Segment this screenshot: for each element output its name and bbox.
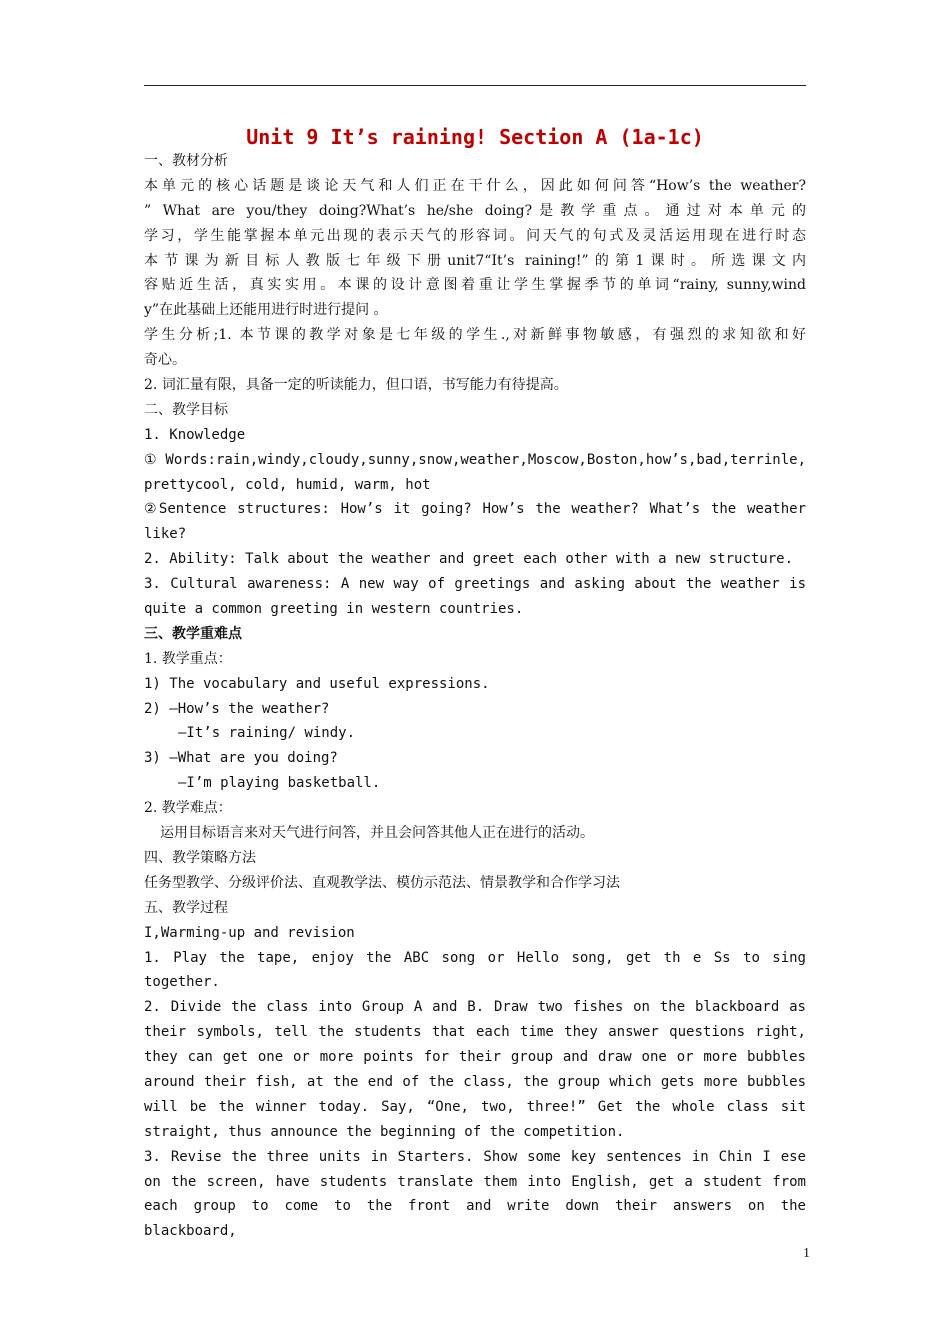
text-line: on the screen, have students translate them into English, get a student from xyxy=(144,1173,806,1190)
text-line: 五、教学过程 xyxy=(144,899,228,916)
text-line: 1. 教学重点： xyxy=(144,650,232,667)
text-line: 1. Play the tape, enjoy the ABC song or Hello song, get th e Ss to sing xyxy=(144,949,806,966)
text-line: 2) —How’s the weather? xyxy=(144,700,330,717)
text-line: prettycool, cold, humid, warm, hot xyxy=(144,476,431,493)
text-line: 学习，学生能掌握本单元出现的表示天气的形容词。问天气的句式及灵活运用现在进行时态 xyxy=(144,227,806,244)
text-line: y”在此基础上还能用进行时进行提问 。 xyxy=(144,302,388,319)
text-line: 容贴近生活，真实实用。本课的设计意图着重让学生掌握季节的单词“rainy, sunny,wind xyxy=(144,277,806,294)
document-body xyxy=(144,149,806,1240)
text-line: they can get one or more points for their group and draw one or more bubbles xyxy=(144,1049,806,1066)
text-line: 3) —What are you doing? xyxy=(144,750,338,767)
text-line: 2. Divide the class into Group A and B. Draw two fishes on the blackboard as xyxy=(144,999,806,1016)
text-line: 3. Cultural awareness: A new way of greetings and asking about the weather is xyxy=(144,576,806,593)
text-line: 四、教学策略方法 xyxy=(144,849,256,866)
text-line: 1) The vocabulary and useful expressions. xyxy=(144,675,490,692)
text-line: like? xyxy=(144,526,187,543)
text-line: their symbols, tell the students that each time they answer questions right, xyxy=(144,1024,806,1041)
text-line: together. xyxy=(144,974,220,991)
text-line: 1. Knowledge xyxy=(144,426,246,443)
text-line: straight, thus announce the beginning of the competition. xyxy=(144,1123,625,1140)
text-line: 奇心。 xyxy=(144,352,186,369)
header-rule xyxy=(144,85,806,86)
text-line: 一、教材分析 xyxy=(144,153,228,169)
text-line: I,Warming-up and revision xyxy=(144,924,355,941)
text-line: around their fish, at the end of the class, the group which gets more bubbles xyxy=(144,1073,806,1090)
text-line: 3. Revise the three units in Starters. Show some key sentences in Chin I ese xyxy=(144,1148,806,1165)
text-line: 二、教学目标 xyxy=(144,401,228,418)
text-line: ①Words:rain,windy,cloudy,sunny,snow,weather,Moscow,Boston,how’s,bad,terrinle, xyxy=(144,451,806,468)
text-line: 学生分析;1. 本节课的教学对象是七年级的学生.,对新鲜事物敏感，有强烈的求知欲和好 xyxy=(144,327,806,344)
text-line: will be the winner today. Say, “One, two, three!” Get the whole class sit xyxy=(144,1098,806,1115)
text-line: 本单元的核心话题是谈论天气和人们正在干什么，因此如何问答“How’s the weather? xyxy=(144,177,806,194)
text-line: ” What are you/they doing?What’s he/she doing?是教学重点。通过对本单元的 xyxy=(144,202,806,219)
page-number: 1 xyxy=(803,1246,810,1261)
text-line: ②Sentence structures: How’s it going? How’s the weather? What’s the weather xyxy=(144,501,806,518)
document-title: Unit 9 It’s raining! Section A (1a-1c) xyxy=(246,125,704,149)
text-line: 2. 词汇量有限，具备一定的听读能力，但口语，书写能力有待提高。 xyxy=(144,377,568,394)
text-line: 三、教学重难点 xyxy=(144,625,242,642)
text-line: 任务型教学、分级评价法、直观教学法、模仿示范法、情景教学和合作学习法 xyxy=(144,874,620,891)
text-line: 本节课为新目标人教版七年级下册unit7“It’s raining!”的第1课时。所选课文内 xyxy=(144,252,806,269)
text-line: 2. Ability: Talk about the weather and greet each other with a new structure. xyxy=(144,551,794,568)
text-line: 2. 教学难点： xyxy=(144,800,232,817)
text-line: 运用目标语言来对天气进行问答，并且会问答其他人正在进行的活动。 xyxy=(160,825,594,842)
text-line: —I’m playing basketball. xyxy=(178,775,381,792)
text-line: quite a common greeting in western countries. xyxy=(144,601,524,618)
text-line: —It’s raining/ windy. xyxy=(178,725,356,742)
text-line: each group to come to the front and write down their answers on the blackboard, xyxy=(144,1198,806,1240)
